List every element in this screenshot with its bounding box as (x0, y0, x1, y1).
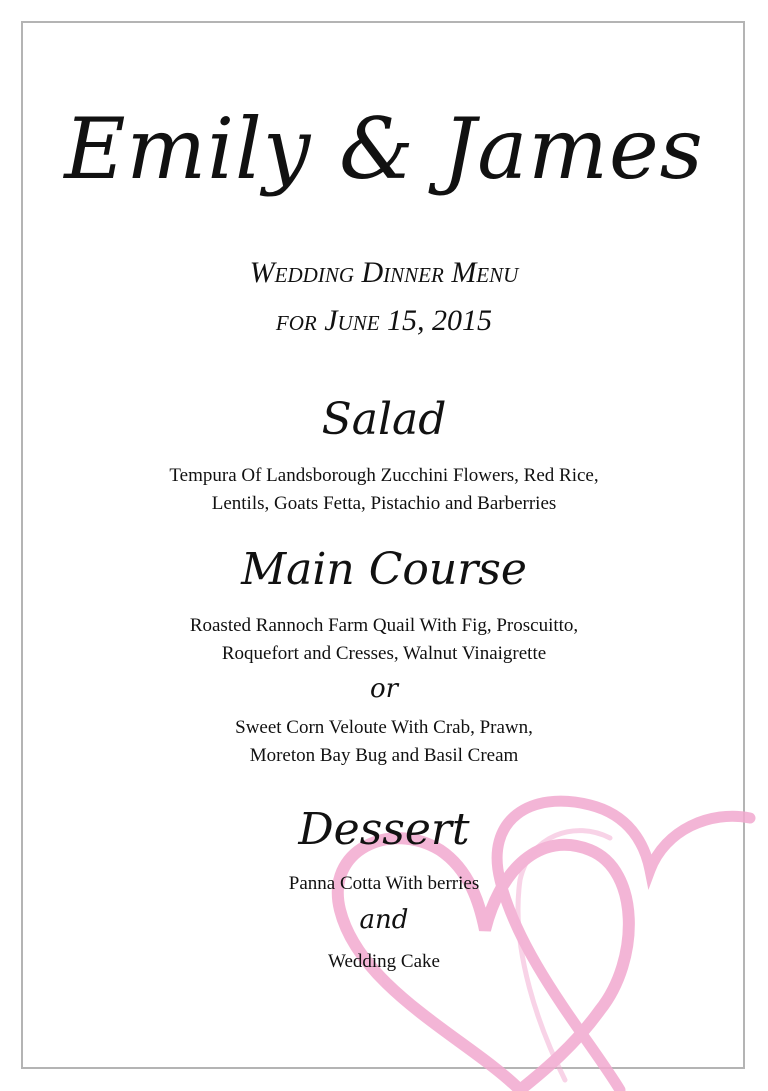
main-option-2 (0, 714, 768, 770)
and-separator: and (359, 905, 409, 935)
menu-title: Wedding Dinner Menu (249, 256, 519, 289)
main-option-2-line-2: Moreton Bay Bug and Basil Cream (249, 745, 519, 766)
main-course-heading: Main Course (241, 544, 527, 595)
or-separator: or (369, 674, 399, 704)
dessert-heading: Dessert (298, 804, 470, 855)
main-option-1-line-1: Roasted Rannoch Farm Quail With Fig, Proscuitto, (189, 615, 579, 636)
main-option-1 (0, 612, 768, 668)
main-option-1-line-2: Roquefort and Cresses, Walnut Vinaigrette (221, 643, 547, 664)
salad-line-2: Lentils, Goats Fetta, Pistachio and Barberries (211, 493, 557, 514)
dessert-item-1: Panna Cotta With berries (288, 873, 480, 894)
salad-heading: Salad (321, 394, 447, 445)
salad-line-1: Tempura Of Landsborough Zucchini Flowers, Red Rice, (169, 465, 599, 486)
main-option-2-line-1: Sweet Corn Veloute With Crab, Prawn, (235, 717, 533, 738)
salad-description (0, 462, 768, 518)
menu-date: for June 15, 2015 (275, 304, 493, 337)
couple-names: Emily & James (64, 100, 704, 198)
dessert-item-2: Wedding Cake (328, 951, 440, 972)
